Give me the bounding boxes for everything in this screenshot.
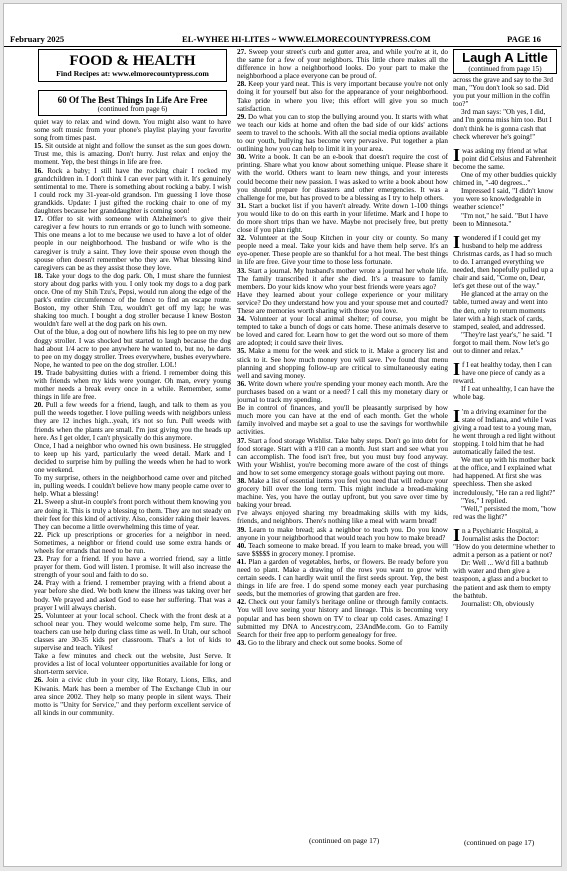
article-paragraph: Be in control of finances, and you'll be pleasantly surprised by how much more you can have at the end of each month. Get the whole family involved and maybe set a goal to use the savings for worthwhile activities.	[237, 404, 448, 437]
publication-banner: EL-WYHEE HI-LITES ~ WWW.ELMORECOUNTYPRESS.COM	[182, 34, 431, 44]
joke-paragraph: Impressed I said, "I didn't know you were so knowledgeable in weather science!"	[453, 187, 554, 212]
item-number: 36.	[237, 379, 249, 388]
drop-cap: I	[453, 231, 461, 252]
article-paragraph: 30. Write a book. It can be an e-book that doesn't require the cost of printing. Share what you know about something unique. Please share it with the world. Others want to learn new things, and your interests could become their new passion. I was asked to write a book about how you should prepare for disasters and other emergencies. It was a challenge for me, but has proved to be a blessing as I try to help others.	[237, 153, 448, 202]
article-paragraph: 40. Teach someone to make bread. If you learn to make bread, you will save $$$$$ in grocery money. I promise.	[237, 541, 448, 558]
item-number: 28.	[237, 80, 249, 89]
item-number: 34.	[237, 315, 250, 324]
article-paragraph: 42. Check out your family's heritage online or through family contacts. You will love seeing your history and lineage. This is becoming very popular and has been shown on TV to clear up cold cases. Amazing! I submitted my DNA to Ancestry.com, 23AndMe.com. Go to Family Search for their free app to perform genealogy for free.	[237, 598, 448, 639]
section-title: FOOD & HEALTH	[69, 53, 196, 69]
article-paragraph: 41. Plan a garden of vegetables, herbs, or flowers. Be ready before you need to plant. Make a drawing of the rows you want to grow with certain seeds. I can hardly wait until the first seeds sprout. Yep, the best things in life are free. I do spend some money each year purchasing seeds, but the memories of growing that garden are free.	[237, 557, 448, 599]
column-left	[34, 49, 231, 717]
column-middle	[237, 48, 448, 647]
item-number: 22.	[34, 530, 47, 539]
article-paragraph: 24. Pray with a friend. I remember praying with a friend about a year before she died. We both knew the illness was taking over her body. We prayed and asked God to ease her suffering. That was a prayer I will always cherish.	[34, 579, 231, 612]
laugh-banner	[453, 49, 557, 74]
article-heading	[38, 90, 227, 116]
article-paragraph: Take a few minutes and check out the website, Just Serve. It provides a list of local volunteer opportunities available for long or short-term service.	[34, 652, 231, 677]
article-paragraph: Have they learned about your college experience or your military service? Do they understand how you and your spouse met and courted? These are memories worth sharing with those you love.	[237, 290, 448, 315]
article-paragraph: 22. Pick up prescriptions or groceries for a neighbor in need. Sometimes, a neighbor or friend could use some extra hands or wheels for errands that need to be run.	[34, 530, 231, 555]
item-number: 17.	[34, 215, 48, 224]
item-number: 19.	[34, 368, 46, 377]
article-paragraph: quiet way to relax and wind down. You might also want to have some soft music from your phone's playlist playing your favorite song from times past.	[34, 118, 231, 143]
article-paragraph: 27. Sweep your street's curb and gutter area, and while you're at it, do the same for a few of your neighbors. This little chore makes all the difference in how a neighborhood looks. Do your part to make the neighborhood a place everyone can be proud of.	[237, 48, 448, 81]
joke-paragraph: "Well," persisted the mom, "how red was the light?"	[453, 504, 557, 521]
article-paragraph: 31. Start a bucket list if you haven't already. Write down 1-100 things you would like to do on this earth in your lifetime. Mark and I hope to do more short trips than we have. Maybe not precisely free, but pretty close if you plan right.	[237, 201, 448, 235]
item-number: 27.	[237, 48, 249, 56]
drop-cap: I	[453, 144, 461, 165]
section-banner	[38, 49, 227, 82]
joke-paragraph: If I eat unhealthy, I can have the whole bag.	[453, 385, 555, 402]
item-number: 43.	[237, 638, 248, 647]
item-number: 30.	[237, 153, 249, 162]
drop-cap: I	[453, 359, 461, 380]
laugh-continued-on: (continued on page 17)	[464, 838, 535, 847]
issue-date: February 2025	[10, 34, 65, 44]
item-number: 15.	[34, 142, 46, 151]
item-number: 24.	[34, 579, 46, 588]
joke-paragraph: "Yes," I replied.	[461, 496, 508, 505]
article-paragraph: 21. Sweep a shut-in couple's front porch without them knowing you are doing it. This is truly a blessing to them. They are not steady on their feet for this kind of activity. Also, consider raking their leaves. They can become a little overwhelming this time of year.	[34, 498, 231, 531]
joke-paragraph: across the grave and say to the 3rd man, "You don't look so sad. Did you put your million in the coffin too?"	[453, 76, 554, 109]
article-paragraph: 23. Pray for a friend. If you have a worried friend, say a little prayer for them. God will listen. I promise. It will also increase the strength of your soul and faith to do so.	[34, 555, 231, 580]
joke-paragraph: One of my other buddies quickly chimed in, "-40 degrees..."	[453, 171, 557, 188]
item-number: 40.	[237, 541, 249, 550]
article-paragraph: 35. Make a menu for the week and stick to it. Make a grocery list and stick to it. See how much money you will save. I've found that menu planning and shopping follow-up are critical to simultaneously eating well and saving money.	[237, 347, 448, 380]
article-paragraph: 32. Volunteer at the Soup Kitchen in your city or county. So many people need a meal. Take your kids and have them help serve. It's an eye-opener. These people are so thankful for a hot meal. The best things in life are free. Give your time to those less fortunate.	[237, 234, 448, 267]
article-paragraph: 28. Keep your yard neat. This is very important because you're not only doing it for yourself but also for the appearance of your neighborhood. Take pride in where you live; this effort will give you so much satisfaction.	[237, 80, 448, 113]
page-number: PAGE 16	[507, 34, 541, 44]
article-paragraph: 18. Take your dogs to the dog park. Oh, I must share the funniest story about dog parks with you. I only took my dogs to a dog park once. One of my Shih Tzu's, Pepsi, would run along the edge of the park's entire circumference of the fence to find an escape route. Boston, my other Shih Tzu, wouldn't get off my lap; he was shaking too much. I bought a dog stroller because I knew Boston wouldn't fare well at the dog park on his own.	[34, 271, 231, 329]
article-body-middle	[237, 48, 448, 647]
section-subtitle: Find Recipes at: www.elmorecountypress.com	[56, 69, 209, 78]
article-paragraph: Out of the blue, a dog out of nowhere lifts his leg to pee on my new doggy stroller. I was shocked but started to laugh because the dog had about 1/4 acre to pee anywhere he wanted to, but no, he darts to pee on my doggy stroller. Trees everywhere, bushes everywhere. Nope, he wanted to pee on the dog stroller. LOL!	[34, 328, 231, 369]
column-right	[453, 49, 557, 608]
page-header	[4, 32, 562, 47]
drop-cap: I	[453, 524, 461, 545]
article-paragraph: 33. Start a journal. My husband's mother wrote a journal her whole life. The family transcribed it after she died. It's a treasure to family members. Do your kids know who your best friends were years ago?	[237, 266, 448, 291]
item-number: 41.	[237, 557, 249, 566]
joke-paragraph: We met up with his mother back at the office, and I explained what had happened. At first she was speechless. Then she asked incredulously, "He ran a red light?"	[453, 456, 556, 497]
article-paragraph: 38. Make a list of essential items you feel you need that will reduce your grocery bill over the long term. This might include a bread-making machine. Yes, you have the outlay upfront, but you save over time by baking your bread.	[237, 476, 448, 510]
item-number: 16.	[34, 166, 48, 175]
joke-paragraph: Iwondered if I could get my husband to help me address Christmas cards, as I had so much to do. I arranged everything we needed, then hopefully pulled up a chair and said, "Come on, Dear, let's get these out of the way."	[453, 231, 554, 291]
article-paragraph: 36. Write down where you're spending your money each month. Are the purchases based on a want or a need? I call this my monetary diary or journal to track my spending.	[237, 379, 448, 405]
joke-paragraph: Dr: Well ... We'd fill a bathtub with water and then give a teaspoon, a glass and a bucket to the patient and ask them to empty the bathtub.	[453, 559, 551, 600]
item-number: 33.	[237, 266, 249, 275]
joke-paragraph: If I eat healthy today, then I can have one piece of candy as a reward.	[453, 359, 552, 386]
laugh-title: Laugh A Little	[462, 50, 548, 65]
joke-paragraph: I 'm a driving examiner for the state of Indiana, and while I was giving a road test to a young man, he went through a red light without stopping. I told him that he had automatically failed the test.	[453, 405, 557, 457]
joke-paragraph: He glanced at the array on the table, turned away and went into the den, only to return moments later with a high stack of cards, stamped, sealed, and addressed.	[453, 290, 548, 331]
drop-cap: I	[453, 405, 461, 426]
item-number: 35.	[237, 347, 249, 356]
article-continued-from: (continued from page 6)	[97, 105, 168, 113]
item-number: 38.	[237, 476, 248, 485]
joke-paragraph: 3rd man says: "Oh yes, I did, and I'm gonna miss him too. But I don't think he is gonna cash that check wherever he's going!"	[453, 108, 552, 141]
article-paragraph: To my surprise, others in the neighborhood came over and pitched in, pulling weeds. I couldn't believe how many people came over to help. What a blessing!	[34, 474, 231, 499]
article-paragraph: I've always enjoyed sharing my breadmaking skills with my kids, friends, and neighbors. There's nothing like a meal with warm bread!	[237, 509, 448, 526]
article-paragraph: 34. Volunteer at your local animal shelter; of course, you might be tempted to take a bunch of dogs or cats home. These animals deserve to be loved and cared for. Learn how to get the word out so more of them are adopted; it could save their lives.	[237, 315, 448, 348]
laugh-continued-from: (continued from page 15)	[468, 65, 542, 73]
joke-paragraph: Iwas asking my friend at what point did Celsius and Fahrenheit become the same.	[453, 144, 557, 171]
joke-paragraph: In a Psychiatric Hospital, a Journalist asks the Doctor: "How do you determine whether to admit a person as a patient or not?	[453, 524, 556, 560]
article-paragraph: 29. Do what you can to stop the bullying around you. It starts with what we teach our kids at home and often the bad side of our kids' actions seem to travel to the schools. With all the social media options available to our youth, bullying has become very pervasive. Put together a plan outlining how you can help to limit it in your area.	[237, 112, 448, 154]
article-title: 60 Of The Best Things In Life Are Free	[57, 95, 208, 105]
item-number: 29.	[237, 112, 249, 121]
item-number: 23.	[34, 555, 47, 564]
newspaper-page	[3, 3, 562, 867]
article-body-left	[34, 118, 231, 717]
article-paragraph: 25. Volunteer at your local school. Check with the front desk at a school near you. They would welcome some help, I'm sure. The teachers can use help during class time as well. In Utah, our school classes are 30-35 kids per classroom. That's a lot of kids to supervise and teach. Yikes!	[34, 611, 231, 653]
joke-paragraph: "I'm not," he said. "But I have been to Minnesota."	[453, 211, 549, 228]
jokes-body	[453, 76, 557, 608]
article-paragraph: 39. Learn to make bread; ask a neighbor to teach you. Do you know anyone in your neighborhood that would teach you how to make bread?	[237, 525, 448, 542]
article-paragraph: 17. Offer to sit with someone with Alzheimer's to give their caregiver a few hours to run errands or go to lunch with someone. This one means a lot to me because we used to have a lot of older people in our neighborhood. The husband or wife who is the caregiver is truly a saint. They love their spouse even though the spouse often doesn't remember who they are. What blessing kind caregivers can be as they assist those they love.	[34, 215, 231, 272]
item-number: 18.	[34, 271, 46, 280]
article-continued-on: (continued on page 17)	[309, 836, 380, 845]
article-paragraph: 37. Start a food storage Wishlist. Take baby steps. Don't go into debt for food storage. Start with a #10 can a month. Just start and see what you can accomplish. The food isn't free, but you must buy food anyway. With your Wishlist, you're becoming more aware of the cost of things and how to set some emergency storage goals without paying out more.	[237, 436, 448, 477]
item-number: 42.	[237, 598, 249, 607]
item-number: 31.	[237, 201, 249, 210]
article-paragraph: 26. Join a civic club in your city, like Rotary, Lions, Elks, and Kiwanis. Mark has been a member of The Exchange Club in our area since 2002. They help so many people in silent ways. Their motto is "Unity for Service," and they perform excellent service of all kinds in our community.	[34, 676, 231, 717]
article-paragraph: 19. Trade babysitting duties with a friend. I remember doing this with friends when my kids were younger. Oh man, every young mother needs a break every once in a while. Remember, some things in life are free.	[34, 368, 231, 402]
item-number: 20.	[34, 401, 46, 410]
article-paragraph: 20. Pull a few weeds for a friend, laugh, and talk to them as you pull the weeds together. I love pulling weeds with neighbors unless they are 12 inches high...yeah, it's not so fun. Pull weeds with friends when the plants are small. I'm just giving you the heads up here. As I get older, I can't physically do this anymore.	[34, 401, 231, 442]
article-paragraph: Once, I had a neighbor who owned his own business. He struggled to keep up his yard, particularly the weed detail. Mark and I decided to surprise him by pulling the weeds when he had to work one weekend.	[34, 441, 231, 475]
joke-paragraph: "They're last year's," he said. "I forgot to mail them. Now let's go out to dinner and relax."	[453, 330, 553, 355]
item-number: 37.	[237, 436, 249, 445]
item-number: 26.	[34, 676, 47, 685]
item-number: 25.	[34, 611, 46, 620]
article-paragraph: 43. Go to the library and check out some books. Some of	[237, 638, 403, 647]
item-number: 21.	[34, 498, 45, 507]
article-paragraph: 15. Sit outside at night and follow the sunset as the sun goes down. Trust me, this is amazing. Don't hurry. Just relax and enjoy the moment. Yep, the best things in life are free.	[34, 142, 231, 167]
joke-paragraph: Journalist: Oh, obviously	[461, 599, 535, 608]
item-number: 39.	[237, 525, 249, 534]
item-number: 32.	[237, 234, 250, 243]
article-paragraph: 16. Rock a baby; I still have the rocking chair I rocked my grandchildren in. I don't think I can ever part with it. It's genuinely sentimental to me. There is something about rocking a baby. I wish I could rock my 31-year-old grandson. I'm guessing I love those grandkids. Update: I just gifted the rocking chair to one of my daughters because her granddaughter is coming soon!	[34, 166, 231, 216]
